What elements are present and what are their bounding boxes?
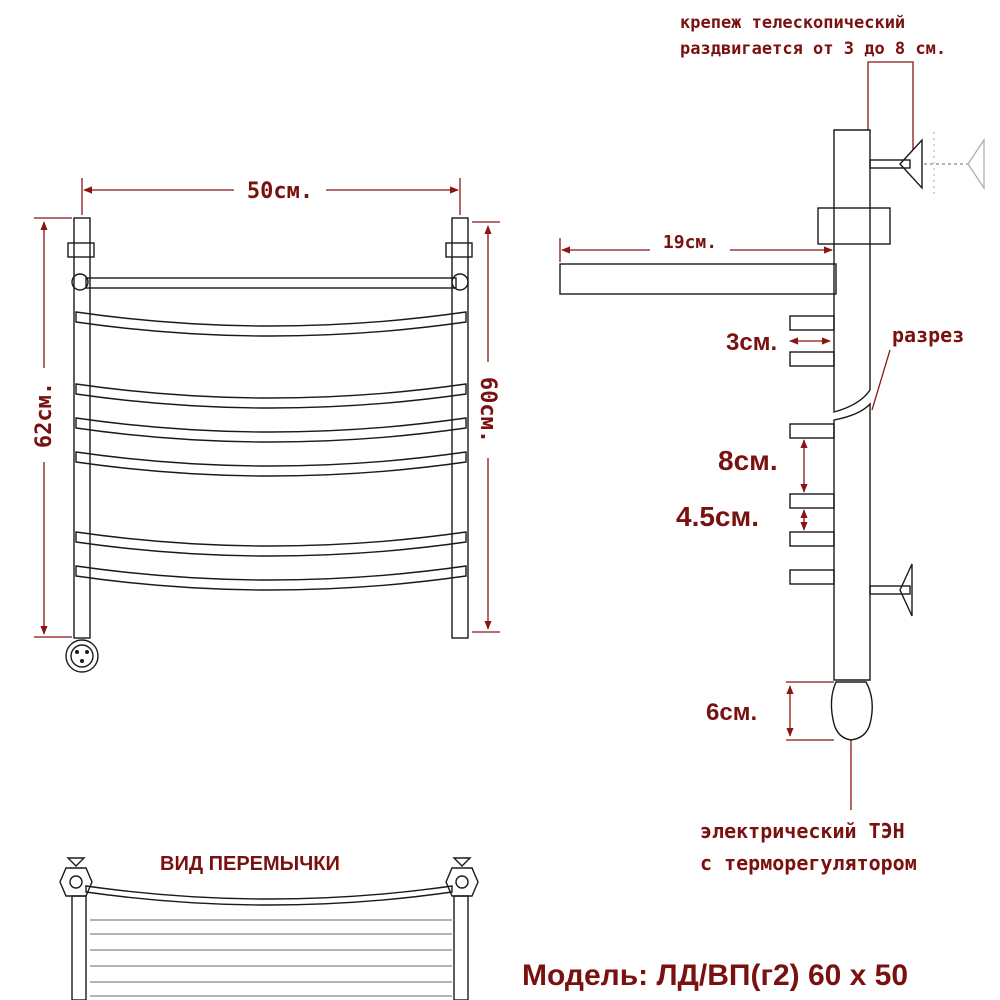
jumper-mount-right [446, 858, 478, 896]
jumper-post-right [454, 896, 468, 1000]
rung [76, 418, 466, 442]
heater-label-line2: с терморегулятором [700, 851, 917, 875]
model-label: Модель: ЛД/ВП(г2) 60 х 50 [522, 959, 909, 992]
width-label: 50см. [246, 179, 314, 204]
telescopic-bracket [818, 208, 890, 244]
rung-stub [790, 532, 834, 546]
rungs [76, 312, 466, 590]
mount-label-line1: крепеж телескопический [680, 13, 906, 33]
cut-leader [872, 350, 890, 410]
shelf-depth-label: 19см. [662, 232, 718, 253]
wall-mount-bottom [870, 564, 912, 616]
upper-body [834, 130, 870, 412]
rung-stub [790, 570, 834, 584]
jumper-view-title: ВИД ПЕРЕМЫЧКИ [160, 853, 340, 875]
jumper-rungs [90, 920, 452, 996]
front-view [32, 178, 500, 672]
rung-stub [790, 494, 834, 508]
height-left-label: 62см. [32, 381, 57, 449]
jumper-mount-left [60, 858, 92, 896]
rung-stub [790, 316, 834, 330]
rung [76, 532, 466, 556]
top-bar [86, 278, 456, 288]
spacing-large-label: 8см. [718, 445, 778, 476]
height-right-label: 60см. [475, 376, 500, 444]
rung [76, 312, 466, 336]
power-socket-icon [66, 640, 98, 672]
lower-body [834, 404, 870, 680]
right-ball-end [452, 274, 468, 290]
jumper-view [60, 853, 478, 1000]
jumper-post-left [72, 896, 86, 1000]
spacing-small-label: 4.5см. [676, 501, 759, 532]
heater-label-line1: электрический ТЭН [700, 819, 905, 843]
mount-label-line2: раздвигается от 3 до 8 см. [680, 39, 947, 59]
heater-height-label: 6см. [706, 699, 758, 726]
rung [76, 566, 466, 590]
rung-stub [790, 352, 834, 366]
cut-label: разрез [892, 323, 965, 347]
wall-mount-top [870, 132, 984, 196]
rung-depth-label: 3см. [726, 329, 778, 356]
rung-stub [790, 424, 834, 438]
rung [76, 452, 466, 476]
jumper-bar [86, 886, 452, 905]
mount-leader [868, 62, 913, 150]
rung [76, 384, 466, 408]
side-view [560, 13, 984, 875]
top-shelf [560, 264, 836, 294]
heater-element [831, 682, 872, 740]
